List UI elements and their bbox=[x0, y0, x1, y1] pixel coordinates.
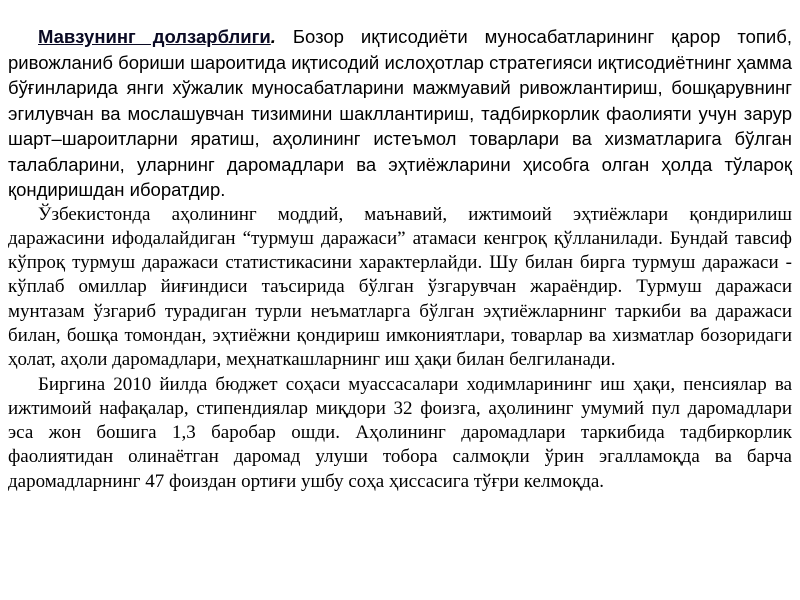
section-heading: Мавзунинг долзарблиги bbox=[38, 26, 271, 47]
paragraph-living-standard: Ўзбекистонда аҳолининг моддий, маънавий, ижтимоий эҳтиёжлари қондирилиш даражасини ифодалайдиган “турмуш даражаси” атамаси кенгроқ қўлланилади. Бундай тавсиф кўпроқ турмуш даражаси статистикасини характерлайди. Шу билан бирга турмуш даражаси - кўплаб омиллар йиғиндиси таъсирида бўлган ўзгарувчан жараёндир. Турмуш даражаси мунтазам ўзгариб турадиган турли неъматларга бўлган эҳтиёжларнинг таркиби ва даражаси билан, бошқа томондан, эҳтиёжни қондириш имкониятлари, товарлар ва хизматлар бозоридаги ҳолат, аҳоли даромадлари, меҳнаткашларнинг иш ҳақи билан белгиланади. bbox=[8, 203, 792, 371]
paragraph-2010-income: Биргина 2010 йилда бюджет соҳаси муассасалари ходимларининг иш ҳақи, пенсиялар ва ижтимоий нафақалар, стипендиялар миқдори 32 фоизга, аҳолининг умумий пул даромадлари эса жон бошига 1,3 баробар ошди. Аҳолининг даромадлари таркибида тадбиркорлик фаолиятидан олинаётган даромад улуши тобора салмоқли ўрин эгалламоқда ва барча даромадларнинг 47 фоиздан ортиғи ушбу соҳа ҳиссасига тўғри келмоқда. bbox=[8, 373, 792, 492]
document-page bbox=[8, 24, 792, 494]
paragraph-relevance-text: Бозор иқтисодиёти муносабатларининг қарор топиб, ривожланиб бориши шароитида иқтисодий ислоҳотлар стратегияси иқтисодиётнинг ҳамма бўғинларида янги хўжалик муносабатларини мажмуавий ривожлантириш, бошқарувнинг эгилувчан ва мослашувчан тизимини шакллантириш, тадбиркорлик фаолияти учун зарур шарт–шароитларни яратиш, аҳолининг истеъмол товарлари ва хизматларига бўлган талабларини, уларнинг даромадлари ва эҳтиёжларини ҳисобга олган ҳолда тўлароқ қондиришдан иборатдир. bbox=[8, 26, 792, 200]
paragraph-relevance bbox=[8, 24, 792, 203]
section-heading-punct: . bbox=[270, 26, 276, 47]
